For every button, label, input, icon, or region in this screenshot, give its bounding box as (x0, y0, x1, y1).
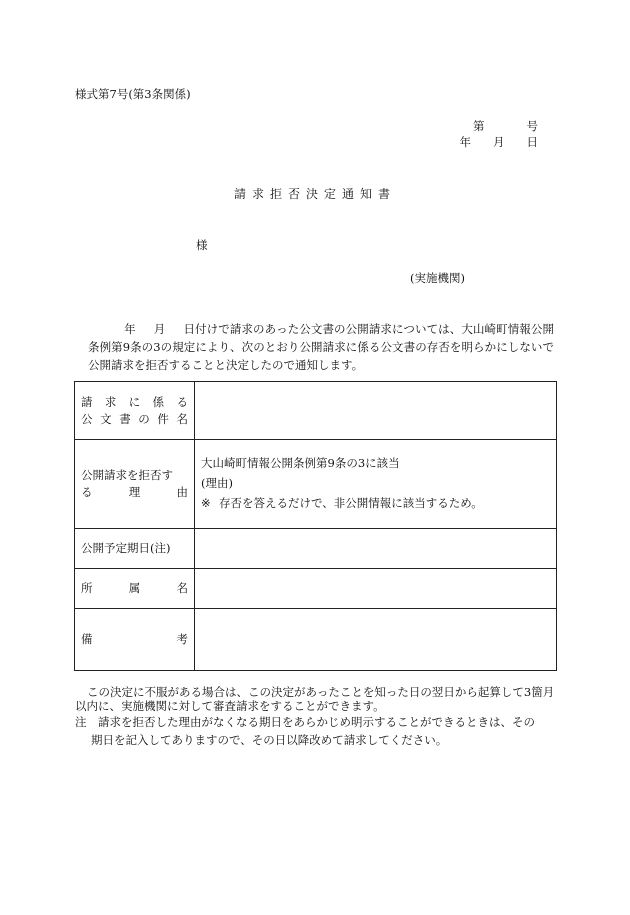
document-number-line (473, 118, 538, 134)
body-month: 月 (153, 322, 166, 336)
implementing-agency: (実施機関) (410, 271, 465, 285)
note-line-2: 期日を記入してありますので、その日以降改めて請求してください。 (91, 733, 448, 747)
document-subject-value[interactable] (195, 382, 557, 440)
table-row (75, 529, 557, 569)
body-text: 日付けで請求のあった公文書の公開請求については、大山崎町情報公開条例第9条の3の規定により、次のとおり公開請求に係る公文書の存否を明らかにしないで公開請求を拒否することと決定したので通知します。 (88, 322, 554, 372)
scheduled-date-label: 公開予定期日(注) (75, 529, 195, 569)
addressee: 様 (196, 238, 208, 252)
scheduled-date-value[interactable] (195, 529, 557, 569)
department-value[interactable] (195, 569, 557, 609)
date-year: 年 (459, 135, 471, 149)
reason-clause: 大山崎町情報公開条例第9条の3に該当 (201, 456, 400, 470)
note-line-1: 注 請求を拒否した理由がなくなる期日をあらかじめ明示することができるときは、その (75, 715, 535, 729)
refusal-reason-label: 公開請求を拒否す る 理 由 (75, 440, 195, 529)
document-subject-label: 請 求 に 係 る 公 文 書 の 件 名 (75, 382, 195, 440)
appeal-notice: この決定に不服がある場合は、この決定があったことを知った日の翌日から起算して3箇月以内に、実施機関に対して審査請求をすることができます。 (75, 685, 555, 713)
footer-notes (75, 685, 555, 747)
form-number-label: 様式第7号(第3条関係) (75, 87, 191, 101)
department-label: 所 属 名 (75, 569, 195, 609)
date-month: 月 (493, 135, 505, 149)
reason-note: ※ 存否を答えるだけで、非公開情報に該当するため。 (201, 496, 483, 510)
refusal-reason-value (195, 440, 557, 529)
notice-body (88, 320, 554, 374)
remarks-label: 備 考 (75, 609, 195, 671)
table-row (75, 609, 557, 671)
remarks-value[interactable] (195, 609, 557, 671)
number-suffix: 号 (526, 119, 538, 133)
body-year: 年 (124, 322, 136, 336)
document-date-line (460, 134, 539, 150)
table-row (75, 440, 557, 529)
document-title: 請求拒否決定通知書 (233, 187, 396, 201)
decision-table (74, 381, 557, 671)
date-day: 日 (526, 135, 538, 149)
table-row (75, 382, 557, 440)
reason-heading: (理由) (201, 476, 233, 490)
number-prefix: 第 (473, 119, 485, 133)
table-row (75, 569, 557, 609)
